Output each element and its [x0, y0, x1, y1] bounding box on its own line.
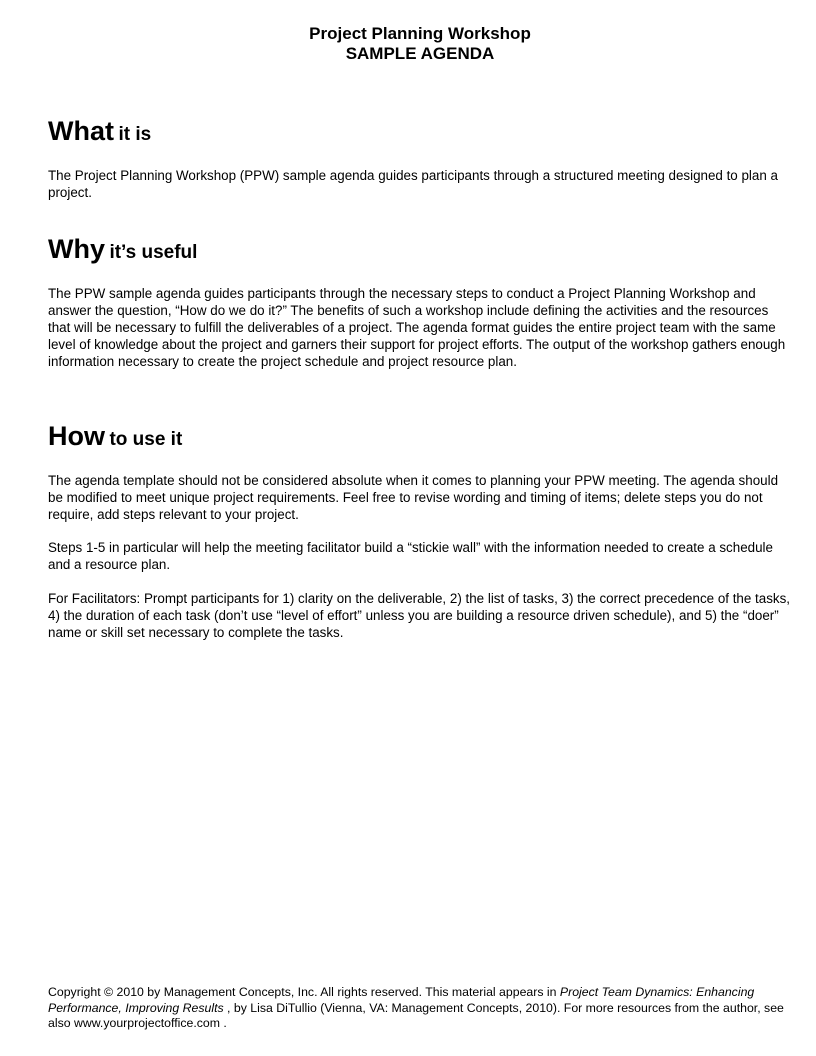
why-paragraph: The PPW sample agenda guides participants through the necessary steps to conduct a Project Planning Workshop and answer the question, “How do we do it?” The benefits of such a workshop include defining the activities and the resources that will be necessary to fulfill the deliverables of a project. The agenda format guides the entire project team with the same level of knowledge about the project and garners their support for project efforts. The output of the workshop gathers enough information necessary to create the project schedule and project resource plan.: [48, 286, 786, 369]
section-heading-what: [48, 116, 151, 147]
heading-suffix: it’s useful: [109, 242, 198, 263]
heading-suffix: it is: [118, 124, 152, 145]
document-subtitle: SAMPLE AGENDA: [345, 44, 495, 63]
what-paragraph: The Project Planning Workshop (PPW) sample agenda guides participants through a structured meeting designed to plan a project.: [48, 168, 778, 200]
how-paragraph-3: For Facilitators: Prompt participants for 1) clarity on the deliverable, 2) the list of tasks, 3) the correct precedence of the tasks, 4) the duration of each task (don’t use “level of effort” unless you are building a resource driven schedule), and 5) the “doer” name or skill set necessary to complete the tasks.: [48, 591, 791, 640]
section-heading-how: [48, 421, 182, 452]
heading-keyword: How: [48, 421, 105, 451]
heading-keyword: What: [48, 116, 114, 146]
footer-copyright-text: Copyright © 2010 by Management Concepts, Inc. All rights reserved. This material appears in: [48, 985, 560, 999]
how-paragraph-1: The agenda template should not be considered absolute when it comes to planning your PPW meeting. The agenda should be modified to meet unique project requirements. Feel free to revise wording and timing of items; delete steps you do not require, add steps relevant to your project.: [48, 473, 779, 522]
heading-suffix: to use it: [109, 429, 183, 450]
footer-book-title: Project Team Dynamics: Enhancing Performance, Improving Results: [48, 985, 755, 1015]
copyright-footer: [48, 985, 788, 1032]
footer-author-text: , by Lisa DiTullio (Vienna, VA: Management Concepts, 2010). For more resources from the author, see also www.yourprojectoffice.com .: [48, 1000, 784, 1030]
heading-keyword: Why: [48, 234, 105, 264]
document-title-block: [0, 24, 816, 64]
document-title: Project Planning Workshop: [309, 24, 531, 43]
section-heading-why: [48, 234, 197, 265]
how-paragraph-2: Steps 1-5 in particular will help the meeting facilitator build a “stickie wall” with the information needed to create a schedule and a resource plan.: [48, 540, 773, 572]
